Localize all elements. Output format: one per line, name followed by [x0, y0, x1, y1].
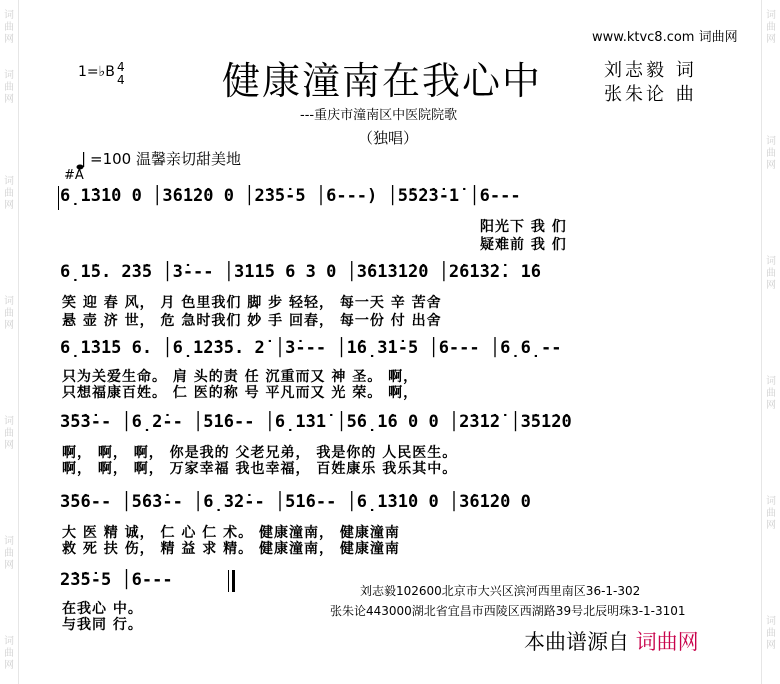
source-credit: [524, 626, 699, 656]
watermark-char: 词: [766, 496, 776, 507]
song-title: 健康潼南在我心中: [222, 59, 543, 103]
watermark-char: 曲: [766, 508, 776, 519]
source-prefix: 本曲谱源自: [524, 630, 629, 654]
right-watermark-strip: [761, 0, 780, 684]
barline: [228, 570, 229, 592]
watermark-char: 曲: [4, 308, 14, 319]
watermark-char: 网: [4, 320, 14, 331]
watermark-char: 词: [4, 176, 14, 187]
section-label: #A: [64, 168, 84, 183]
score-line-2: [60, 262, 720, 329]
source-site-link[interactable]: 词曲网: [635, 630, 699, 654]
watermark-char: 词: [766, 256, 776, 267]
watermark-char: 词: [766, 616, 776, 627]
lyric-verse-1: 啊， 啊， 啊， 你是我的 父老兄弟， 我是你的 人民医生。: [62, 445, 458, 461]
watermark-char: 曲: [4, 648, 14, 659]
watermark-char: 曲: [4, 82, 14, 93]
notation-line: 6̣1̇3̇1̇0 0 │3̇6̇1̇2̇0 0 │2̇3̇5̇-5 │6---) │5̇5̇2̇3̇-1̇ │6---: [60, 186, 521, 206]
song-subtitle: ---重庆市潼南区中医院院歌: [300, 108, 458, 123]
notation-line: 6̣1̇3̇1̇5 6. │6̣1̇2̇3̇5. 2̇ │3̇--- │1̇6̣3̇1̇-5 │6--- │6̣6̣--: [60, 338, 562, 358]
watermark-char: 网: [766, 280, 776, 291]
lyric-verse-2: 只想福康百姓。 仁 医的称 号 平凡而又 光 荣。 啊，: [62, 385, 419, 401]
lyric-verse-1: 只为关爱生命。 肩 头的责 任 沉重而又 神 圣。 啊，: [62, 369, 419, 385]
left-watermark-strip: [0, 0, 19, 684]
watermark-char: 曲: [4, 548, 14, 559]
barline: [58, 186, 59, 210]
watermark-char: 网: [766, 34, 776, 45]
lyricist-credit: 刘志毅 词: [604, 60, 697, 81]
watermark-char: 曲: [766, 148, 776, 159]
notation-line: 3̇5̇3̇-- │6̣2̇-- │5̇1̇6-- │6̣1̇3̇1̇ │5̇6̣1̇6 0 0 │2̇3̇1̇2̇ │3̇5̇1̇2̇0: [60, 412, 572, 432]
watermark-char: 词: [766, 376, 776, 387]
lyric-verse-1: 阳光下 我 们: [480, 219, 567, 235]
watermark-char: 词: [4, 10, 14, 21]
time-signature: [117, 61, 125, 87]
lyric-verse-1: 大 医 精 诚， 仁 心 仁 术。 健康潼南， 健康潼南: [62, 525, 400, 541]
score-line-5: [60, 492, 720, 557]
watermark-char: 曲: [4, 428, 14, 439]
lyric-verse-2: 悬 壶 济 世， 危 急时我们 妙 手 回春， 每一份 付 出舍: [62, 313, 442, 329]
lyric-verse-2: 救 死 扶 伤， 精 益 求 精。 健康潼南， 健康潼南: [62, 541, 400, 557]
watermark-char: 曲: [766, 268, 776, 279]
watermark-char: 词: [4, 536, 14, 547]
notation-line: 6̣1̇5. 2̇3̇5 │3̇--- │3̇1̇1̇5 6 3 0 │3̇6̇1̇3̇1̇2̇0 │2̇6̇1̇3̇2̇. 1̇6: [60, 262, 542, 282]
watermark-char: 网: [766, 520, 776, 531]
watermark-char: 网: [4, 34, 14, 45]
watermark-char: 词: [766, 10, 776, 21]
time-signature-bottom: 4: [117, 73, 125, 87]
performance-type: （独唱）: [358, 129, 419, 147]
score-line-3: [60, 338, 720, 401]
watermark-char: 网: [4, 440, 14, 451]
notation-line: 3̇5̇6-- │5̇6̇3̇-- │6̣3̇2̇-- │5̇1̇6-- │6̣1̇3̇1̇0 0 │3̇6̇1̇2̇0 0: [60, 492, 531, 512]
watermark-char: 网: [766, 640, 776, 651]
watermark-char: 词: [4, 636, 14, 647]
watermark-char: 词: [4, 416, 14, 427]
key-signature: 1=♭B: [78, 64, 115, 80]
lyric-verse-1: 笑 迎 春 风， 月 色里我们 脚 步 轻轻， 每一天 辛 苦舍: [62, 295, 442, 311]
watermark-char: 网: [4, 200, 14, 211]
lyric-verse-2: 与我同 行。: [62, 617, 143, 633]
notation-line: 2̇3̇5̇-5 │6---: [60, 570, 173, 590]
time-signature-top: 4: [117, 60, 125, 74]
lyric-verse-1: 在我心 中。: [62, 601, 143, 617]
watermark-char: 网: [766, 400, 776, 411]
watermark-char: 网: [4, 660, 14, 671]
lyric-verse-2: 啊， 啊， 啊， 万家幸福 我也幸福， 百姓康乐 我乐其中。: [62, 461, 458, 477]
watermark-char: 曲: [766, 388, 776, 399]
watermark-char: 网: [766, 160, 776, 171]
composer-address: 张朱论443000湖北省宜昌市西陵区西湖路39号北辰明珠3-1-3101: [330, 604, 686, 618]
watermark-char: 网: [4, 94, 14, 105]
composer-credit: 张朱论 曲: [604, 84, 697, 105]
tempo-marking: =100 温馨亲切甜美地: [90, 150, 241, 168]
watermark-char: 词: [4, 296, 14, 307]
watermark-char: 词: [4, 70, 14, 81]
score-line-1: [60, 186, 720, 253]
watermark-char: 曲: [4, 188, 14, 199]
watermark-char: 曲: [4, 22, 14, 33]
watermark-char: 曲: [766, 628, 776, 639]
lyricist-address: 刘志毅102600北京市大兴区滨河西里南区36-1-302: [360, 584, 641, 598]
score-line-6: [60, 570, 260, 633]
watermark-char: 曲: [766, 22, 776, 33]
score-line-4: [60, 412, 720, 477]
watermark-char: 网: [4, 560, 14, 571]
lyric-verse-2: 疑难前 我 们: [480, 237, 567, 253]
site-url[interactable]: www.ktvc8.com 词曲网: [592, 30, 738, 45]
final-barline: [232, 570, 235, 592]
watermark-char: 词: [766, 136, 776, 147]
